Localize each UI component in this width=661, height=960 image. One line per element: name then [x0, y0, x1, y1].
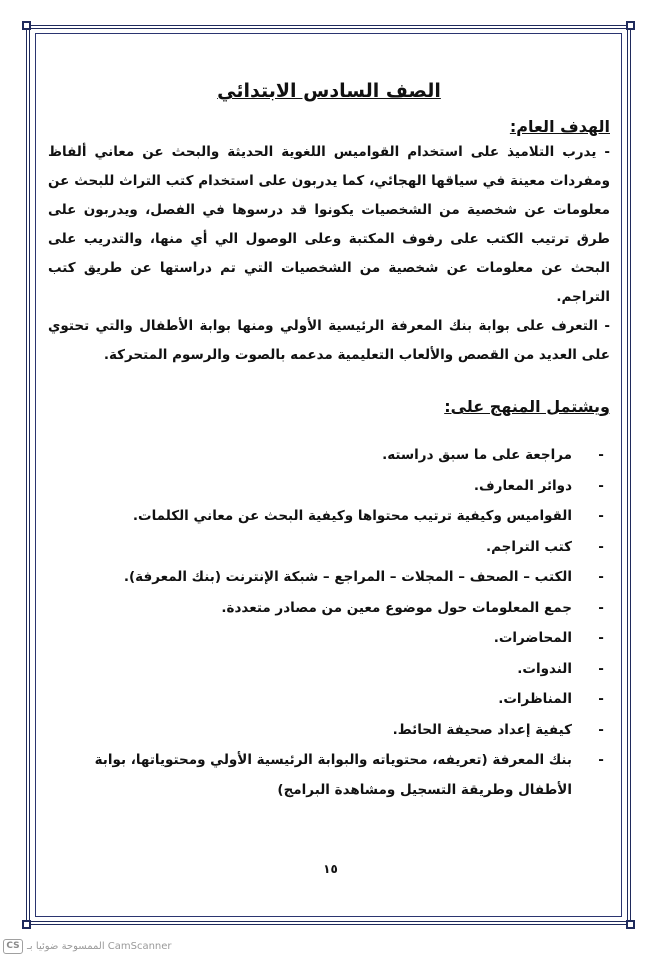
list-item-text: دوائر المعارف. [473, 477, 572, 494]
camscanner-logo-icon: CS [3, 939, 23, 954]
goal-heading: الهدف العام: [509, 117, 610, 136]
list-item [48, 654, 610, 685]
list-item [48, 562, 610, 593]
corner-ornament-top-right [626, 21, 635, 30]
list-item [48, 501, 610, 532]
bullet-dash: - [598, 538, 604, 555]
curriculum-list [48, 440, 610, 805]
list-item-text: القواميس وكيفية ترتيب محتواها وكيفية البحث عن معاني الكلمات. [132, 508, 572, 524]
list-item-text: المحاضرات. [493, 630, 572, 646]
camscanner-watermark-text: الممسوحة ضوئيا بـ CamScanner [27, 940, 172, 952]
bullet-dash: - [598, 569, 604, 585]
bullet-dash: - [598, 508, 604, 524]
bullet-dash: - [598, 691, 604, 707]
corner-ornament-bottom-left [22, 920, 31, 929]
bullet-dash: - [598, 721, 604, 738]
bullet-dash: - [598, 447, 604, 463]
bullet-dash: - [598, 752, 604, 768]
bullet-dash: - [598, 599, 604, 616]
list-item-text: كتب التراجم. [485, 538, 572, 555]
curriculum-heading: ويشتمل المنهج على: [444, 397, 610, 416]
list-item-text: بنك المعرفة (تعريفه، محتوياته والبوابة الرئيسية الأولي ومحتوياتها، بوابة الأطفال وطريقة التسجيل ومشاهدة البرامج) [94, 752, 572, 798]
bullet-dash: - [598, 660, 604, 677]
list-item-text: كيفية إعداد صحيفة الحائط. [392, 721, 572, 738]
list-item [48, 715, 610, 746]
corner-ornament-top-left [22, 21, 31, 30]
list-item [48, 471, 610, 502]
goal-paragraph-1: - يدرب التلاميذ على استخدام القواميس اللغوية الحديثة والبحث عن معاني ألفاظ ومفردات معينة في سياقها الهجائي، كما يدربون على استخدام كتب التراث للبحث عن معلومات عن شخصية من الشخصيات يكونوا قد درسوها في الفصل، ويدربون على طرق ترتيب الكتب على رفوف المكتبة وعلى الوصول الي أي منها، والتدريب على البحث عن معلومات عن شخصية من الشخصيات التي تم دراستها عن طريق كتب التراجم. [48, 144, 610, 305]
bullet-dash: - [598, 477, 604, 494]
list-item [48, 623, 610, 654]
bullet-dash: - [598, 630, 604, 646]
page-number: ١٥ [323, 862, 338, 876]
list-item [48, 745, 610, 805]
goal-paragraph-2: - التعرف على بوابة بنك المعرفة الرئيسية الأولي ومنها بوابة الأطفال والتي تحتوي على العديد من القصص والألعاب التعليمية مدعمه بالصوت والرسوم المتحركة. [48, 318, 610, 363]
page-title: الصف السادس الابتدائي [217, 80, 441, 102]
camscanner-watermark [3, 937, 172, 955]
list-item-text: الكتب – الصحف – المجلات – المراجع – شبكة الإنترنت (بنك المعرفة). [123, 569, 572, 585]
list-item-text: الندوات. [517, 660, 572, 677]
list-item [48, 593, 610, 624]
list-item-text: المناظرات. [498, 691, 572, 707]
list-item [48, 684, 610, 715]
corner-ornament-bottom-right [626, 920, 635, 929]
list-item [48, 532, 610, 563]
list-item-text: جمع المعلومات حول موضوع معين من مصادر متعددة. [221, 599, 572, 616]
list-item [48, 440, 610, 471]
list-item-text: مراجعة على ما سبق دراسته. [382, 447, 572, 463]
document-content [48, 70, 610, 805]
